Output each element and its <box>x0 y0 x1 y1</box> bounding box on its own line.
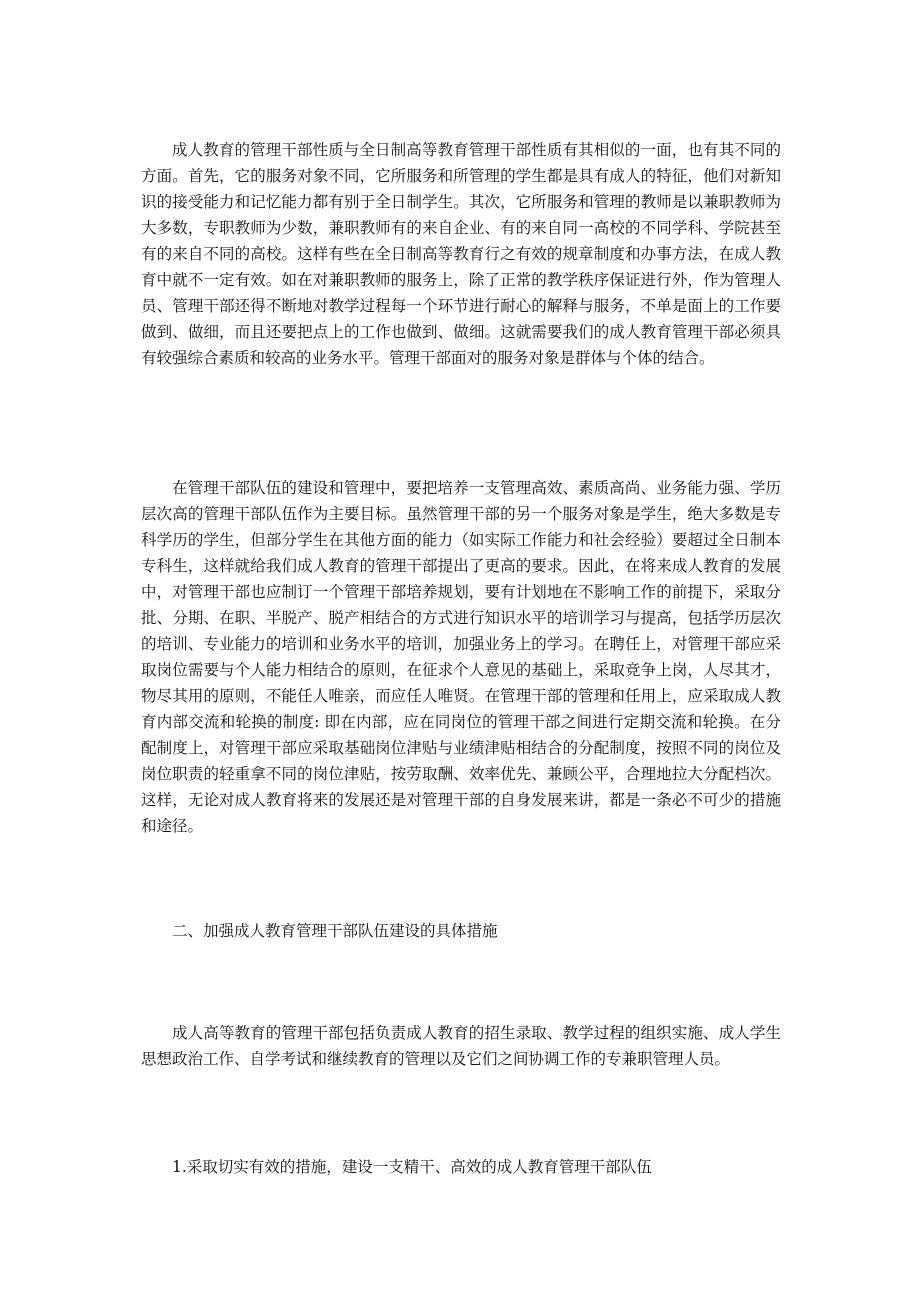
subsection-heading: 1.采取切实有效的措施，建设一支精干、高效的成人教育管理干部队伍 <box>172 1158 652 1176</box>
body-paragraph-definition: 成人高等教育的管理干部包括负责成人教育的招生录取、教学过程的组织实施、成人学生思想政治工作、自学考试和继续教育的管理以及它们之间协调工作的专兼职管理人员。 <box>141 1024 781 1068</box>
body-paragraph-team-building: 在管理干部队伍的建设和管理中，要把培养一支管理高效、素质高尚、业务能力强、学历层次高的管理干部队伍作为主要目标。虽然管理干部的另一个服务对象是学生，绝大多数是专科学历的学生，但部分学生在其他方面的能力（如实际工作能力和社会经验）要超过全日制本专科生，这样就给我们成人教育的管理干部提出了更高的要求。因此，在将来成人教育的发展中，对管理干部也应制订一个管理干部培养规划，要有计划地在不影响工作的前提下，采取分批、分期、在职、半脱产、脱产相结合的方式进行知识水平的培训学习与提高，包括学历层次的培训、专业能力的培训和业务水平的培训，加强业务上的学习。在聘任上，对管理干部应采取岗位需要与个人能力相结合的原则，在征求个人意见的基础上，采取竞争上岗，人尽其才，物尽其用的原则，不能任人唯亲，而应任人唯贤。在管理干部的管理和任用上，应采取成人教育内部交流和轮换的制度: 即在内部，应在同岗位的管理干部之间进行定期交流和轮换。在分配制度上，对管理干部应采取基础岗位津贴与业绩津贴相结合的分配制度，按照不同的岗位及岗位职责的轻重拿不同的岗位津贴，按劳取酬、效率优先、兼顾公平，合理地拉大分配档次。这样，无论对成人教育将来的发展还是对管理干部的自身发展来讲，都是一条必不可少的措施和途径。 <box>141 479 781 835</box>
body-paragraph-service-objects: 成人教育的管理干部性质与全日制高等教育管理干部性质有其相似的一面，也有其不同的方面。首先，它的服务对象不同，它所服务和所管理的学生都是具有成人的特征，他们对新知识的接受能力和记忆能力都有别于全日制学生。其次，它所服务和管理的教师是以兼职教师为大多数，专职教师为少数，兼职教师有的来自企业、有的来自同一高校的不同学科、学院甚至有的来自不同的高校。这样有些在全日制高等教育行之有效的规章制度和办事方法，在成人教育中就不一定有效。如在对兼职教师的服务上，除了正常的教学秩序保证进行外，作为管理人员、管理干部还得不断地对教学过程每一个环节进行耐心的解释与服务，不单是面上的工作要做到、做细，而且还要把点上的工作也做到、做细。这就需要我们的成人教育管理干部必须具有较强综合素质和较高的业务水平。管理干部面对的服务对象是群体与个体的结合。 <box>141 141 781 367</box>
section-heading: 二、加强成人教育管理干部队伍建设的具体措施 <box>172 922 498 940</box>
